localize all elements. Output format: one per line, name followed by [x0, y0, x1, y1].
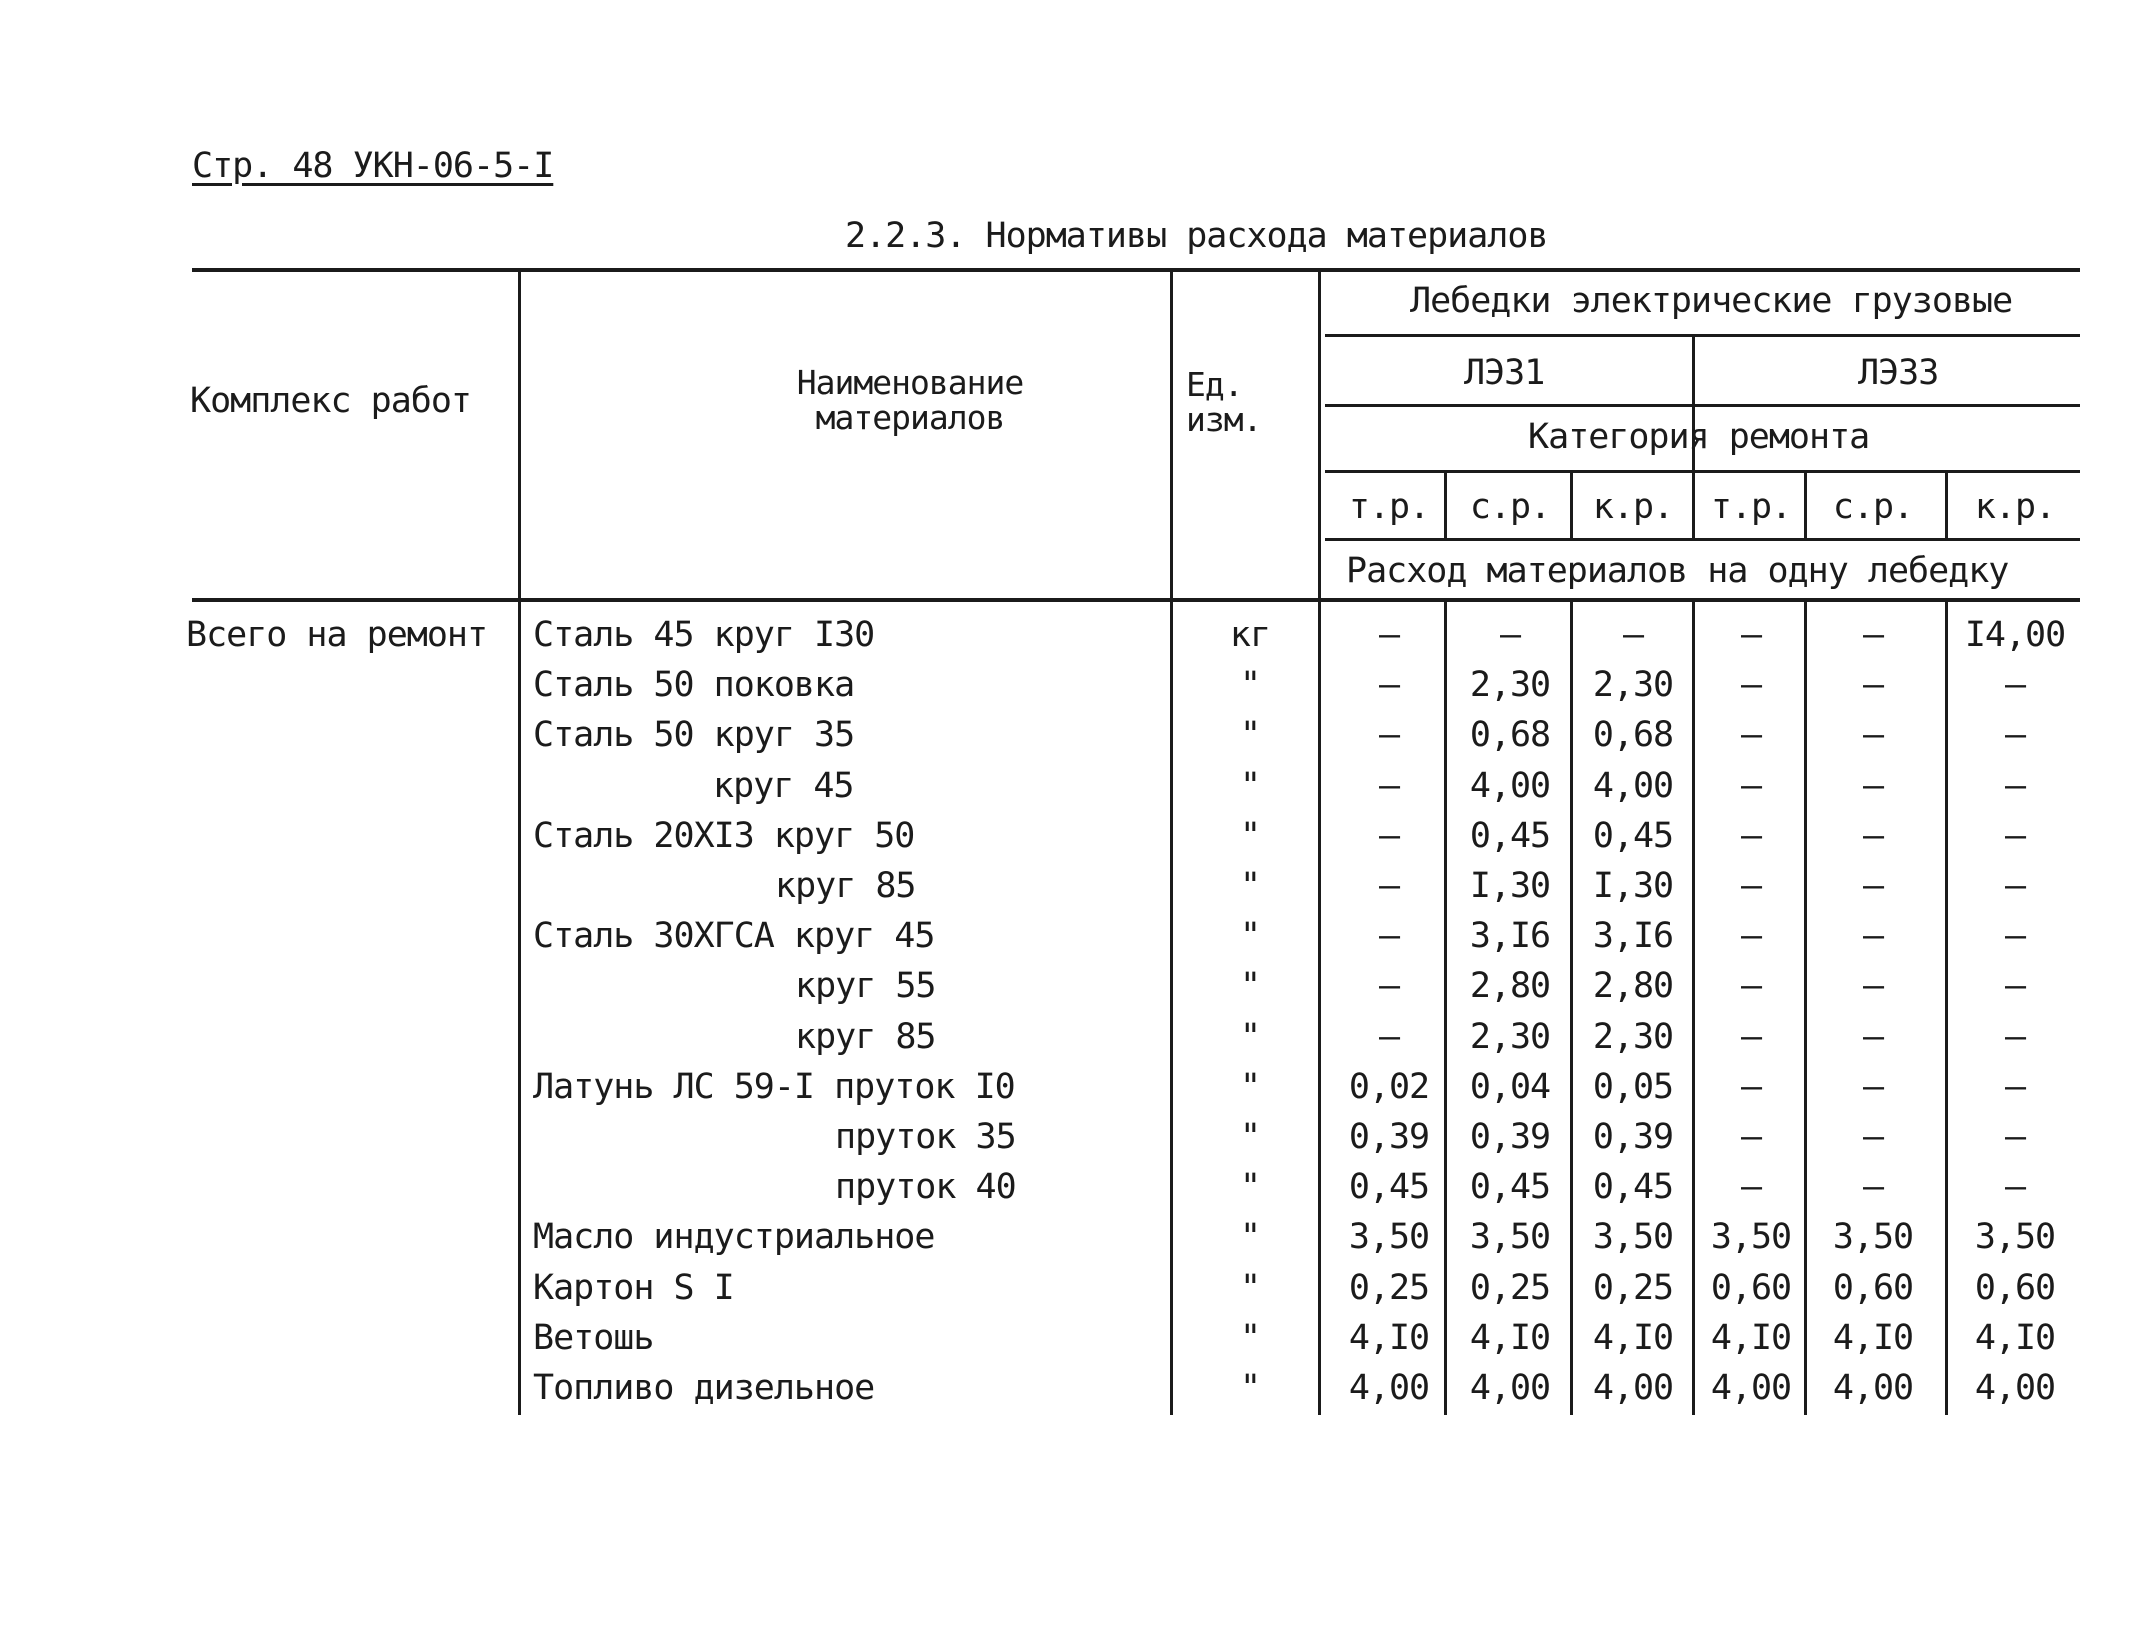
value-cell: – — [2004, 816, 2026, 856]
value-cell: – — [1378, 816, 1400, 856]
value-cell: – — [1378, 665, 1400, 705]
unit-value: кг — [1229, 615, 1271, 655]
header-model-2: ЛЭ33 — [1858, 353, 1939, 393]
value-cell: – — [1862, 966, 1884, 1006]
value-cell: 0,02 — [1348, 1067, 1430, 1107]
unit-value: " — [1239, 1268, 1261, 1308]
value-cell: – — [2004, 665, 2026, 705]
value-cell: – — [2004, 715, 2026, 755]
value-cell: 2,30 — [1592, 1017, 1674, 1057]
divider-col-1b — [1444, 602, 1447, 1415]
value-cell: – — [1378, 615, 1400, 655]
material-name: Масло индустриальное — [533, 1217, 935, 1257]
unit-value: " — [1239, 1117, 1261, 1157]
value-cell: – — [1740, 665, 1762, 705]
value-cell: – — [1378, 966, 1400, 1006]
category-rule — [1325, 470, 2080, 473]
value-cell: 2,30 — [1592, 665, 1674, 705]
value-cell: – — [1740, 766, 1762, 806]
value-cell: – — [2004, 916, 2026, 956]
value-cell: 4,00 — [1469, 766, 1551, 806]
divider-col-1 — [1444, 470, 1447, 540]
value-cell: – — [1862, 665, 1884, 705]
material-name: Сталь 20XI3 круг 50 — [533, 816, 915, 856]
value-cell: 4,I0 — [1832, 1318, 1914, 1358]
value-cell: – — [1740, 1017, 1762, 1057]
header-col-5: с.р. — [1832, 487, 1914, 527]
value-cell: 0,25 — [1348, 1268, 1430, 1308]
header-consumption: Расход материалов на одну лебедку — [1346, 551, 2009, 591]
value-cell: – — [1740, 966, 1762, 1006]
value-cell: – — [1499, 615, 1521, 655]
value-cell: 0,45 — [1592, 1167, 1674, 1207]
unit-value: " — [1239, 1167, 1261, 1207]
value-cell: 4,00 — [1710, 1368, 1792, 1408]
value-cell: – — [1740, 816, 1762, 856]
material-name: Сталь 50 поковка — [533, 665, 855, 705]
value-cell: 0,45 — [1348, 1167, 1430, 1207]
header-material-name-line1: Наименование — [796, 363, 1024, 402]
value-cell: 3,50 — [1592, 1217, 1674, 1257]
value-cell: 0,60 — [1832, 1268, 1914, 1308]
material-name: круг 85 — [775, 866, 916, 906]
value-cell: – — [1862, 766, 1884, 806]
header-material-name-line2: материалов — [815, 397, 1005, 437]
value-cell: 4,00 — [1974, 1368, 2056, 1408]
material-name: Сталь 50 круг 35 — [533, 715, 855, 755]
value-cell: – — [1740, 615, 1762, 655]
value-cell: – — [1378, 866, 1400, 906]
value-cell: 3,I6 — [1592, 916, 1674, 956]
value-cell: 0,68 — [1469, 715, 1551, 755]
material-name: Латунь ЛС 59-I пруток I0 — [533, 1067, 1015, 1107]
unit-value: " — [1239, 1217, 1261, 1257]
value-cell: 0,39 — [1592, 1117, 1674, 1157]
value-cell: – — [2004, 1017, 2026, 1057]
value-cell: 0,60 — [1710, 1268, 1792, 1308]
value-cell: 0,25 — [1469, 1268, 1551, 1308]
divider-complex — [518, 268, 521, 1415]
divider-col-5b — [1945, 602, 1948, 1415]
value-cell: – — [1862, 715, 1884, 755]
value-cell: – — [2004, 866, 2026, 906]
columns-rule — [1325, 538, 2080, 541]
value-cell: 4,I0 — [1974, 1318, 2056, 1358]
header-complex-works: Комплекс работ — [190, 381, 472, 421]
unit-value: " — [1239, 1318, 1261, 1358]
value-cell: 3,50 — [1974, 1217, 2056, 1257]
value-cell: 0,04 — [1469, 1067, 1551, 1107]
value-cell: 0,25 — [1592, 1268, 1674, 1308]
value-cell: – — [1862, 816, 1884, 856]
value-cell: I,30 — [1592, 866, 1674, 906]
value-cell: – — [1378, 916, 1400, 956]
header-col-6: к.р. — [1974, 487, 2056, 527]
value-cell: – — [1862, 1167, 1884, 1207]
model-rule — [1325, 404, 2080, 407]
value-cell: 4,I0 — [1469, 1318, 1551, 1358]
value-cell: 0,05 — [1592, 1067, 1674, 1107]
value-cell: 4,00 — [1348, 1368, 1430, 1408]
value-cell: – — [2004, 1117, 2026, 1157]
value-cell: 0,68 — [1592, 715, 1674, 755]
header-col-1: т.р. — [1348, 487, 1430, 527]
divider-col-2b — [1570, 602, 1573, 1415]
unit-value: " — [1239, 715, 1261, 755]
value-cell: – — [2004, 766, 2026, 806]
section-title: 2.2.3. Нормативы расхода материалов — [845, 216, 1548, 256]
value-cell: 2,30 — [1469, 1017, 1551, 1057]
value-cell: – — [1862, 1117, 1884, 1157]
value-cell: 2,30 — [1469, 665, 1551, 705]
material-name: Топливо дизельное — [533, 1368, 875, 1408]
value-cell: 2,80 — [1469, 966, 1551, 1006]
unit-value: " — [1239, 665, 1261, 705]
header-unit-line2: изм. — [1186, 399, 1262, 439]
value-cell: – — [1622, 615, 1644, 655]
value-cell: 0,39 — [1348, 1117, 1430, 1157]
material-name: пруток 35 — [835, 1117, 1016, 1157]
value-cell: 3,50 — [1710, 1217, 1792, 1257]
value-cell: 4,I0 — [1592, 1318, 1674, 1358]
material-name: Ветошь — [533, 1318, 654, 1358]
divider-col-2 — [1570, 470, 1573, 540]
material-name: круг 45 — [713, 766, 854, 806]
value-cell: – — [1740, 866, 1762, 906]
material-name: круг 85 — [795, 1017, 936, 1057]
value-cell: 2,80 — [1592, 966, 1674, 1006]
value-cell: 4,00 — [1592, 1368, 1674, 1408]
value-cell: – — [2004, 1167, 2026, 1207]
value-cell: – — [1378, 766, 1400, 806]
value-cell: 0,45 — [1469, 1167, 1551, 1207]
material-name: Сталь 45 круг I30 — [533, 615, 875, 655]
value-cell: – — [1740, 916, 1762, 956]
header-model-1: ЛЭ31 — [1464, 353, 1545, 393]
divider-material — [1170, 268, 1173, 1415]
unit-value: " — [1239, 1017, 1261, 1057]
value-cell: I4,00 — [1964, 615, 2066, 655]
value-cell: I,30 — [1469, 866, 1551, 906]
value-cell: 4,00 — [1832, 1368, 1914, 1408]
value-cell: – — [1862, 1017, 1884, 1057]
material-name: круг 55 — [795, 966, 936, 1006]
divider-model-b — [1692, 602, 1695, 1415]
unit-value: " — [1239, 1067, 1261, 1107]
value-cell: 0,45 — [1592, 816, 1674, 856]
value-cell: 0,39 — [1469, 1117, 1551, 1157]
header-col-3: к.р. — [1592, 487, 1674, 527]
unit-value: " — [1239, 966, 1261, 1006]
header-unit — [1186, 365, 1304, 439]
material-name: Картон S I — [533, 1268, 734, 1308]
value-cell: 3,50 — [1348, 1217, 1430, 1257]
value-cell: – — [2004, 1067, 2026, 1107]
value-cell: – — [1740, 1117, 1762, 1157]
value-cell: 3,50 — [1832, 1217, 1914, 1257]
value-cell: – — [2004, 966, 2026, 1006]
unit-value: " — [1239, 916, 1261, 956]
value-cell: – — [1740, 1167, 1762, 1207]
value-cell: 0,45 — [1469, 816, 1551, 856]
page-reference: Стр. 48 УКН-06-5-I — [192, 146, 554, 186]
value-cell: – — [1862, 866, 1884, 906]
header-col-2: с.р. — [1469, 487, 1551, 527]
value-cell: 4,00 — [1469, 1368, 1551, 1408]
value-cell: – — [1378, 715, 1400, 755]
value-cell: 0,60 — [1974, 1268, 2056, 1308]
material-name: Сталь 30XГСА круг 45 — [533, 916, 935, 956]
value-cell: 3,I6 — [1469, 916, 1551, 956]
header-material-name — [700, 363, 1120, 437]
value-cell: – — [1862, 916, 1884, 956]
complex-value: Всего на ремонт — [186, 615, 488, 655]
value-cell: – — [1862, 1067, 1884, 1107]
divider-col-5 — [1945, 470, 1948, 540]
divider-unit — [1318, 268, 1321, 1415]
value-cell: – — [1378, 1017, 1400, 1057]
header-unit-line1: Ед. — [1186, 365, 1243, 404]
unit-value: " — [1239, 866, 1261, 906]
value-cell: 4,I0 — [1710, 1318, 1792, 1358]
header-group: Лебедки электрические грузовые — [1410, 281, 2013, 321]
value-cell: – — [1862, 615, 1884, 655]
unit-value: " — [1239, 1368, 1261, 1408]
value-cell: 4,00 — [1592, 766, 1674, 806]
value-cell: 4,I0 — [1348, 1318, 1430, 1358]
value-cell: 3,50 — [1469, 1217, 1551, 1257]
header-col-4: т.р. — [1710, 487, 1792, 527]
unit-value: " — [1239, 816, 1261, 856]
header-repair-category: Категория ремонта — [1528, 417, 1870, 457]
value-cell: – — [1740, 1067, 1762, 1107]
unit-value: " — [1239, 766, 1261, 806]
table-top-rule — [192, 268, 2080, 272]
value-cell: – — [1740, 715, 1762, 755]
material-name: пруток 40 — [835, 1167, 1016, 1207]
group-rule — [1325, 334, 2080, 337]
header-bottom-rule — [192, 598, 2080, 602]
